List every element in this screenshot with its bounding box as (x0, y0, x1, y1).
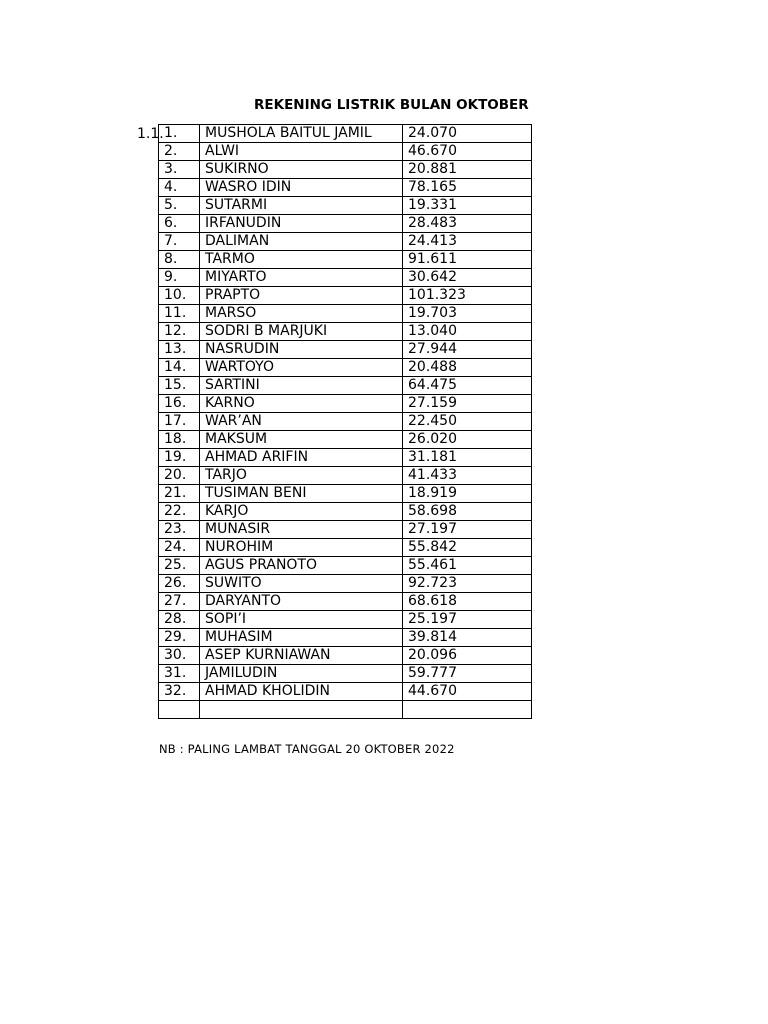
table-row (159, 647, 532, 665)
row-amount: 22.450 (403, 413, 532, 431)
row-number: 26. (159, 575, 200, 593)
row-amount: 92.723 (403, 575, 532, 593)
table-row (159, 143, 532, 161)
row-name: MUSHOLA BAITUL JAMIL (200, 125, 403, 143)
table-row (159, 539, 532, 557)
row-number (159, 701, 200, 719)
row-amount: 19.331 (403, 197, 532, 215)
list-prefix: 1.1. (137, 126, 164, 142)
row-name: AGUS PRANOTO (200, 557, 403, 575)
table-row (159, 287, 532, 305)
row-name: MUNASIR (200, 521, 403, 539)
row-name: MARSO (200, 305, 403, 323)
table-row (159, 377, 532, 395)
row-amount: 24.413 (403, 233, 532, 251)
row-number: 7. (159, 233, 200, 251)
row-amount: 59.777 (403, 665, 532, 683)
row-name: SUTARMI (200, 197, 403, 215)
row-name (200, 701, 403, 719)
table-row (159, 629, 532, 647)
row-name: NUROHIM (200, 539, 403, 557)
row-name: SODRI B MARJUKI (200, 323, 403, 341)
table-row (159, 269, 532, 287)
row-number: 20. (159, 467, 200, 485)
row-amount: 55.461 (403, 557, 532, 575)
row-amount: 68.618 (403, 593, 532, 611)
row-number: 19. (159, 449, 200, 467)
row-name: SUKIRNO (200, 161, 403, 179)
row-name: ASEP KURNIAWAN (200, 647, 403, 665)
row-name: KARNO (200, 395, 403, 413)
row-amount: 28.483 (403, 215, 532, 233)
row-amount: 101.323 (403, 287, 532, 305)
row-amount: 27.944 (403, 341, 532, 359)
table-row (159, 125, 532, 143)
row-name: TUSIMAN BENI (200, 485, 403, 503)
row-name: WAR’AN (200, 413, 403, 431)
row-amount: 19.703 (403, 305, 532, 323)
row-name: PRAPTO (200, 287, 403, 305)
row-number: 29. (159, 629, 200, 647)
table-row (159, 449, 532, 467)
row-amount: 46.670 (403, 143, 532, 161)
table-row (159, 341, 532, 359)
row-amount: 91.611 (403, 251, 532, 269)
table-row (159, 395, 532, 413)
row-amount: 78.165 (403, 179, 532, 197)
row-number: 3. (159, 161, 200, 179)
row-number: 32. (159, 683, 200, 701)
row-amount: 25.197 (403, 611, 532, 629)
table-row (159, 161, 532, 179)
row-number: 16. (159, 395, 200, 413)
row-name: TARJO (200, 467, 403, 485)
row-amount: 18.919 (403, 485, 532, 503)
row-name: DARYANTO (200, 593, 403, 611)
billing-table (158, 124, 532, 719)
table-row (159, 701, 532, 719)
row-name: SOPI’I (200, 611, 403, 629)
table-row (159, 305, 532, 323)
row-amount: 26.020 (403, 431, 532, 449)
row-number: 22. (159, 503, 200, 521)
row-amount: 55.842 (403, 539, 532, 557)
row-name: NASRUDIN (200, 341, 403, 359)
row-number: 8. (159, 251, 200, 269)
row-amount: 27.159 (403, 395, 532, 413)
row-number: 23. (159, 521, 200, 539)
row-amount: 41.433 (403, 467, 532, 485)
row-amount: 30.642 (403, 269, 532, 287)
row-name: WASRO IDIN (200, 179, 403, 197)
row-number: 30. (159, 647, 200, 665)
row-number: 28. (159, 611, 200, 629)
row-name: ALWI (200, 143, 403, 161)
row-number: 31. (159, 665, 200, 683)
row-name: AHMAD KHOLIDIN (200, 683, 403, 701)
table-row (159, 521, 532, 539)
row-name: TARMO (200, 251, 403, 269)
row-number: 6. (159, 215, 200, 233)
row-amount: 58.698 (403, 503, 532, 521)
table-row (159, 485, 532, 503)
row-name: JAMILUDIN (200, 665, 403, 683)
row-amount: 20.881 (403, 161, 532, 179)
row-number: 4. (159, 179, 200, 197)
row-amount: 13.040 (403, 323, 532, 341)
table-row (159, 683, 532, 701)
row-name: MUHASIM (200, 629, 403, 647)
table-row (159, 179, 532, 197)
row-number: 10. (159, 287, 200, 305)
row-number: 15. (159, 377, 200, 395)
table-row (159, 413, 532, 431)
row-name: SUWITO (200, 575, 403, 593)
row-number: 18. (159, 431, 200, 449)
row-number: 13. (159, 341, 200, 359)
table-row (159, 233, 532, 251)
row-name: IRFANUDIN (200, 215, 403, 233)
row-amount: 20.096 (403, 647, 532, 665)
row-number: 2. (159, 143, 200, 161)
table-row (159, 557, 532, 575)
row-name: WARTOYO (200, 359, 403, 377)
table-row (159, 197, 532, 215)
row-amount: 24.070 (403, 125, 532, 143)
row-name: AHMAD ARIFIN (200, 449, 403, 467)
row-amount: 39.814 (403, 629, 532, 647)
row-number: 27. (159, 593, 200, 611)
row-number: 9. (159, 269, 200, 287)
document-title: REKENING LISTRIK BULAN OKTOBER (254, 97, 529, 113)
row-number: 21. (159, 485, 200, 503)
table-row (159, 665, 532, 683)
row-name: KARJO (200, 503, 403, 521)
table-row (159, 467, 532, 485)
row-number: 12. (159, 323, 200, 341)
row-number: 1. (159, 125, 200, 143)
row-amount: 20.488 (403, 359, 532, 377)
table-row (159, 323, 532, 341)
table-row (159, 215, 532, 233)
table-row (159, 575, 532, 593)
table-row (159, 359, 532, 377)
row-name: MIYARTO (200, 269, 403, 287)
table-row (159, 593, 532, 611)
table-row (159, 611, 532, 629)
table-row (159, 251, 532, 269)
billing-table-body (159, 125, 532, 719)
row-number: 14. (159, 359, 200, 377)
row-amount: 27.197 (403, 521, 532, 539)
row-number: 11. (159, 305, 200, 323)
row-name: MAKSUM (200, 431, 403, 449)
row-name: DALIMAN (200, 233, 403, 251)
table-row (159, 503, 532, 521)
row-number: 5. (159, 197, 200, 215)
row-amount: 31.181 (403, 449, 532, 467)
deadline-note: NB : PALING LAMBAT TANGGAL 20 OKTOBER 2022 (159, 742, 455, 756)
row-number: 25. (159, 557, 200, 575)
row-number: 24. (159, 539, 200, 557)
row-amount: 44.670 (403, 683, 532, 701)
table-row (159, 431, 532, 449)
row-amount (403, 701, 532, 719)
row-number: 17. (159, 413, 200, 431)
row-name: SARTINI (200, 377, 403, 395)
row-amount: 64.475 (403, 377, 532, 395)
